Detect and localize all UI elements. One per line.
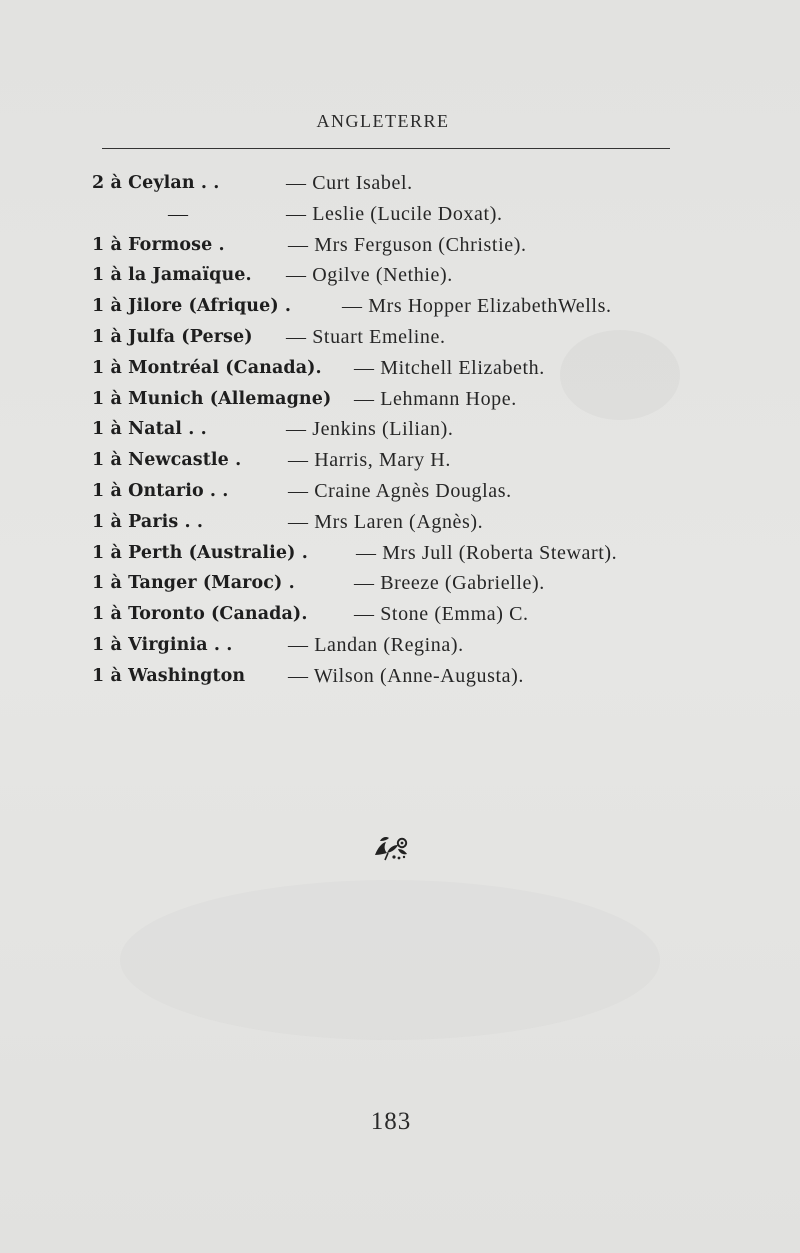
entry-place: 1 à Montréal (Canada). xyxy=(92,357,322,378)
list-item xyxy=(92,414,692,445)
entry-name: — Harris, Mary H. xyxy=(288,449,451,472)
entry-name: — Mitchell Elizabeth. xyxy=(354,356,545,379)
list-item xyxy=(92,291,692,322)
entry-list xyxy=(92,168,692,692)
list-item xyxy=(92,507,692,538)
entry-name: — Mrs Ferguson (Christie). xyxy=(288,233,527,256)
list-item xyxy=(92,199,692,230)
list-item xyxy=(92,630,692,661)
entry-place: 1 à Julfa (Perse) xyxy=(92,326,253,347)
entry-place: 1 à Washington xyxy=(92,665,246,686)
entry-place: 1 à Ontario . . xyxy=(92,480,229,501)
entry-place: 2 à Ceylan . . xyxy=(92,173,220,193)
entry-place: 1 à Natal . . xyxy=(92,419,207,440)
list-item xyxy=(92,599,692,630)
list-item xyxy=(92,568,692,599)
entry-name: — Ogilve (Nethie). xyxy=(286,264,453,287)
list-item xyxy=(92,230,692,261)
list-item xyxy=(92,322,692,353)
entry-name: — Mrs Hopper ElizabethWells. xyxy=(342,295,612,318)
header-rule xyxy=(102,148,670,149)
list-item xyxy=(92,476,692,507)
page-number: 183 xyxy=(370,1108,412,1135)
entry-name: — Stone (Emma) C. xyxy=(354,603,529,626)
list-item xyxy=(92,661,692,692)
list-item xyxy=(92,384,692,415)
list-item xyxy=(92,353,692,384)
list-item xyxy=(92,538,692,569)
entry-name: — Breeze (Gabrielle). xyxy=(354,572,545,595)
entry-place: 1 à Paris . . xyxy=(92,511,204,532)
entry-name: — Lehmann Hope. xyxy=(354,387,517,410)
entry-name: — Curt Isabel. xyxy=(286,172,413,194)
list-item xyxy=(92,445,692,476)
entry-place: 1 à la Jamaïque. xyxy=(92,265,252,286)
entry-place: 1 à Formose . xyxy=(92,234,225,255)
running-head: ANGLETERRE xyxy=(316,111,450,131)
entry-name: — Wilson (Anne-Augusta). xyxy=(288,664,524,687)
entry-place: — xyxy=(168,202,189,225)
entry-name: — Landan (Regina). xyxy=(288,633,464,656)
entry-place: 1 à Virginia . . xyxy=(92,634,233,655)
entry-place: 1 à Munich (Allemagne) xyxy=(92,388,332,409)
entry-name: — Mrs Laren (Agnès). xyxy=(288,510,484,533)
floral-fleuron-icon xyxy=(372,833,412,863)
list-item xyxy=(92,260,692,291)
entry-place: 1 à Tanger (Maroc) . xyxy=(92,573,295,594)
show-through-shadow xyxy=(120,880,660,1040)
entry-place: 1 à Perth (Australie) . xyxy=(92,542,308,563)
list-item xyxy=(92,168,692,199)
entry-place: 1 à Toronto (Canada). xyxy=(92,604,308,625)
entry-name: — Craine Agnès Douglas. xyxy=(288,479,512,502)
entry-name: — Jenkins (Lilian). xyxy=(286,418,454,441)
entry-place: 1 à Jilore (Afrique) . xyxy=(92,296,292,317)
entry-name: — Leslie (Lucile Doxat). xyxy=(286,202,503,225)
entry-place: 1 à Newcastle . xyxy=(92,450,242,471)
entry-name: — Mrs Jull (Roberta Stewart). xyxy=(356,541,618,564)
entry-name: — Stuart Emeline. xyxy=(286,325,446,348)
